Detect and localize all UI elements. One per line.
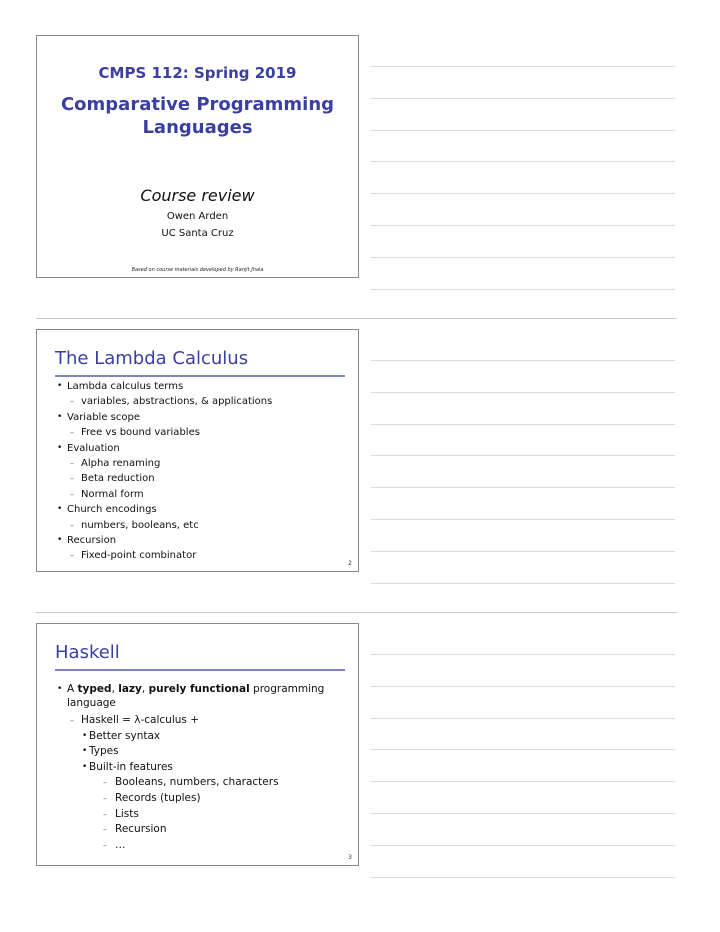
course-code: CMPS 112: Spring 2019 xyxy=(98,64,297,82)
sub-bullet-item: – Normal form xyxy=(57,487,272,502)
slide-title: Haskell xyxy=(55,642,120,663)
note-line xyxy=(371,193,675,194)
course-title xyxy=(37,93,358,139)
note-line xyxy=(371,813,675,814)
feature-item: • Built-in features xyxy=(57,760,332,776)
bullet-item: • Lambda calculus terms xyxy=(57,379,272,394)
page-separator xyxy=(36,612,677,613)
intro-prefix: A xyxy=(67,683,78,695)
bullet-item xyxy=(57,682,332,710)
note-line xyxy=(371,519,675,520)
slide-3 xyxy=(36,623,359,866)
note-line xyxy=(371,257,675,258)
intro-sep: , xyxy=(111,683,119,695)
page-number: 2 xyxy=(348,560,352,567)
sub-bullet-item: – numbers, booleans, etc xyxy=(57,518,272,533)
intro-lazy: lazy xyxy=(118,683,142,695)
builtin-item: – … xyxy=(57,838,332,854)
slide-2 xyxy=(36,329,359,572)
sub-bullet-item: – variables, abstractions, & applications xyxy=(57,394,272,409)
author-name: Owen Arden xyxy=(166,211,229,222)
title-underline xyxy=(55,375,345,377)
slide-1 xyxy=(36,35,359,278)
intro-typed: typed xyxy=(77,683,112,695)
page-number: 3 xyxy=(348,854,352,861)
note-line xyxy=(371,392,675,393)
feature-item: • Types xyxy=(57,744,332,760)
bullet-item: • Church encodings xyxy=(57,502,272,517)
slide-subtitle: Course review xyxy=(140,186,255,205)
sub-bullet-item: – Free vs bound variables xyxy=(57,425,272,440)
bullet-list xyxy=(57,379,272,564)
credit-note: Based on course materials developed by Ranjit Jhala xyxy=(131,267,264,273)
note-line xyxy=(371,66,675,67)
note-line xyxy=(371,289,675,290)
note-line xyxy=(371,98,675,99)
builtin-item: – Booleans, numbers, characters xyxy=(57,775,332,791)
sub-bullet-item: – Fixed-point combinator xyxy=(57,548,272,563)
sub-bullet-item: – Beta reduction xyxy=(57,471,272,486)
course-title-line-2: Languages xyxy=(142,117,253,138)
bullet-list xyxy=(57,682,332,853)
sub-bullet-item: – Haskell = λ-calculus + xyxy=(57,713,332,729)
note-line xyxy=(371,161,675,162)
note-line xyxy=(371,686,675,687)
builtin-item: – Records (tuples) xyxy=(57,791,332,807)
bullet-item: • Evaluation xyxy=(57,441,272,456)
bullet-item: • Variable scope xyxy=(57,410,272,425)
note-line xyxy=(371,225,675,226)
note-line xyxy=(371,845,675,846)
note-line xyxy=(371,424,675,425)
intro-sep: , xyxy=(141,683,149,695)
note-line xyxy=(371,487,675,488)
feature-item: • Better syntax xyxy=(57,729,332,745)
institution: UC Santa Cruz xyxy=(161,228,234,239)
note-line xyxy=(371,749,675,750)
bullet-item: • Recursion xyxy=(57,533,272,548)
note-line xyxy=(371,130,675,131)
title-underline xyxy=(55,669,345,671)
note-line xyxy=(371,583,675,584)
note-line xyxy=(371,551,675,552)
note-line xyxy=(371,455,675,456)
course-title-line-1: Comparative Programming xyxy=(60,94,335,115)
note-line xyxy=(371,718,675,719)
note-line xyxy=(371,360,675,361)
note-line xyxy=(371,877,675,878)
builtin-item: – Recursion xyxy=(57,822,332,838)
intro-suffix: programming language xyxy=(67,683,325,709)
intro-pure: purely functional xyxy=(148,683,250,695)
note-line xyxy=(371,781,675,782)
page-separator xyxy=(36,318,677,319)
slide-title: The Lambda Calculus xyxy=(55,348,249,369)
sub-bullet-item: – Alpha renaming xyxy=(57,456,272,471)
builtin-item: – Lists xyxy=(57,807,332,823)
note-line xyxy=(371,654,675,655)
